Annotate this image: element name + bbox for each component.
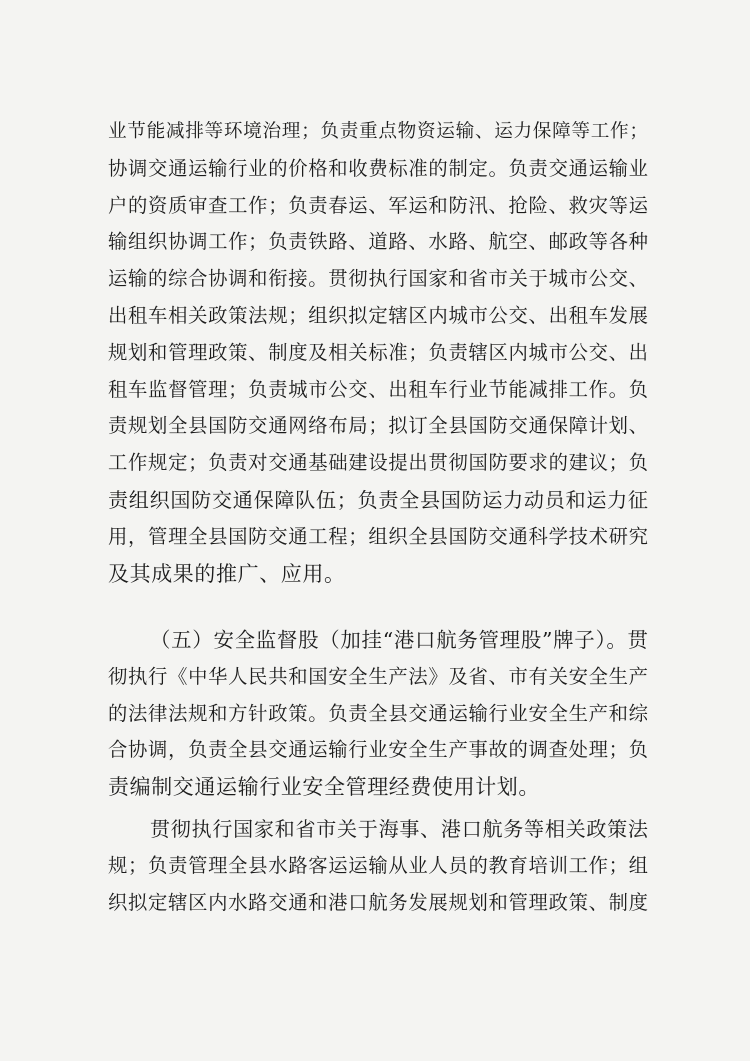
- paragraph-responsibilities: [108, 114, 648, 592]
- text-line: 责编制交通运输行业安全管理经费使用计划。: [108, 775, 540, 800]
- text-line: 户的资质审查工作；负责春运、军运和防汛、抢险、救灾等运: [108, 193, 648, 217]
- paragraph-port-affairs: [108, 811, 648, 921]
- text-line: 责组织国防交通保障队伍；负责全县国防运力动员和运力征: [108, 487, 648, 512]
- text-line: 规划和管理政策、制度及相关标准；负责辖区内城市公交、出: [108, 340, 648, 364]
- text-line: 业节能减排等环境治理；负责重点物资运输、运力保障等工作；: [108, 121, 648, 142]
- text-line: 彻执行《中华人民共和国安全生产法》及省、市有关安全生产: [108, 664, 648, 688]
- text-line: 及其成果的推广、应用。: [108, 561, 346, 586]
- text-line: 的法律法规和方针政策。负责全县交通运输行业安全生产和综: [108, 701, 648, 725]
- text-line: 运输的综合协调和衔接。贯彻执行国家和省市关于城市公交、: [108, 267, 648, 291]
- text-line: 出租车相关政策法规；组织拟定辖区内城市公交、出租车发展: [108, 303, 648, 327]
- text-line: 织拟定辖区内水路交通和港口航务发展规划和管理政策、制度: [108, 890, 648, 914]
- text-line: 合协调，负责全县交通运输行业安全生产事故的调查处理；负: [108, 738, 648, 762]
- text-line: 用，管理全县国防交通工程；组织全县国防交通科学技术研究: [108, 524, 648, 548]
- paragraph-safety-supervision: [108, 622, 648, 806]
- text-line: 工作规定；负责对交通基础建设提出贯彻国防要求的建议；负: [108, 451, 648, 475]
- text-line: 输组织协调工作；负责铁路、道路、水路、航空、邮政等各种: [108, 230, 648, 254]
- section-heading-line: （五）安全监督股（加挂“港口航务管理股”牌子）。贯: [150, 628, 648, 652]
- text-line: 贯彻执行国家和省市关于海事、港口航务等相关政策法: [150, 817, 648, 841]
- text-line: 协调交通运输行业的价格和收费标准的制定。负责交通运输业: [108, 156, 648, 180]
- text-line: 规；负责管理全县水路客运运输从业人员的教育培训工作；组: [108, 853, 648, 877]
- text-line: 责规划全县国防交通网络布局；拟订全县国防交通保障计划、: [108, 414, 648, 438]
- text-line: 租车监督管理；负责城市公交、出租车行业节能减排工作。负: [108, 377, 648, 401]
